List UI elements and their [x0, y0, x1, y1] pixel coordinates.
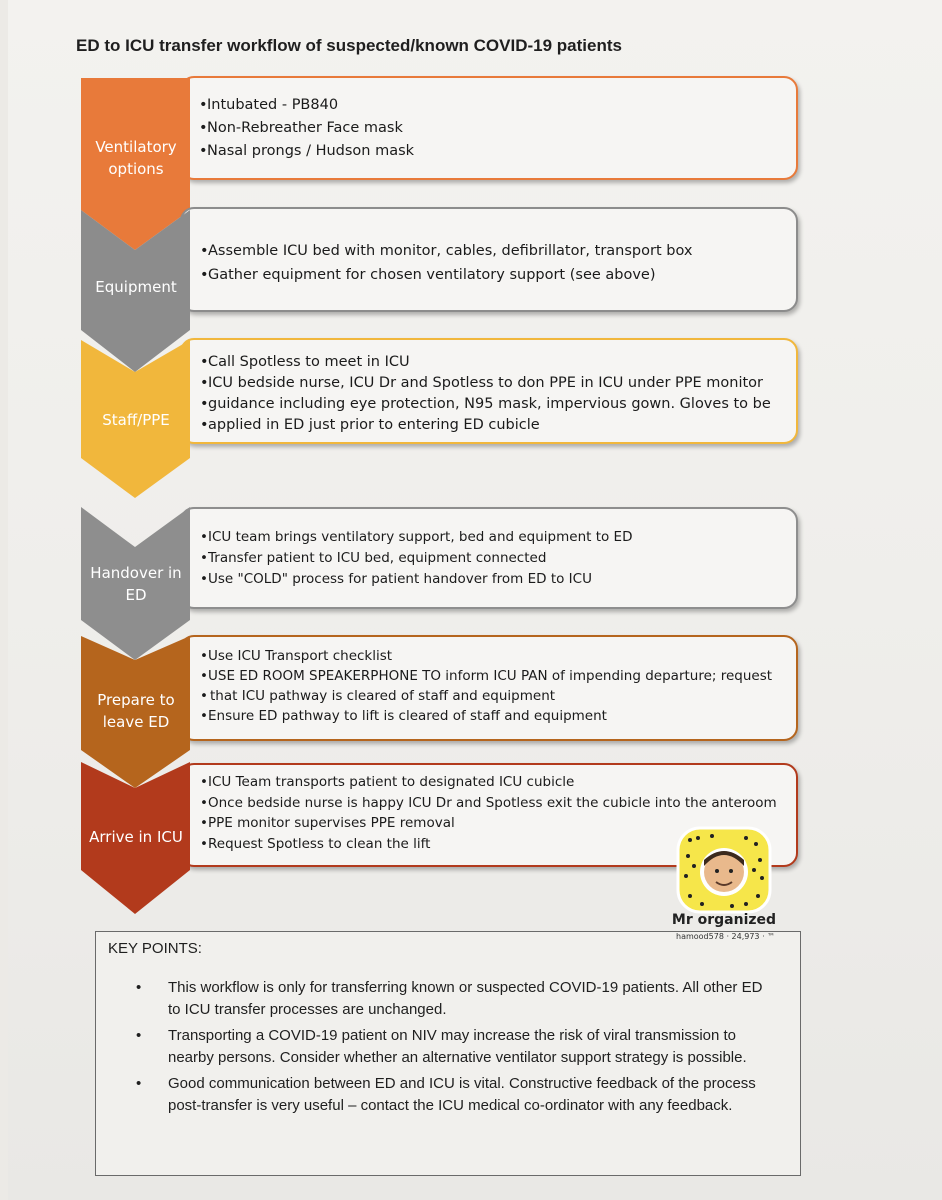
step-2-item: • Gather equipment for chosen ventilatory support (see above): [200, 263, 692, 287]
step-6-label-line: Arrive in ICU: [89, 828, 183, 846]
key-point-item: [136, 1073, 776, 1117]
step-1-item: • Intubated - PB840: [199, 94, 414, 117]
watermark-handle: hamood578 · 24,973 · ™: [676, 932, 776, 941]
bullet-icon: •: [136, 1027, 142, 1044]
step-5-label-line: leave ED: [102, 713, 170, 731]
step-3-item: • guidance including eye protection, N95 mask, impervious gown. Gloves to be: [200, 394, 771, 415]
bullet-icon: •: [136, 979, 142, 996]
bullet-icon: •: [136, 1075, 142, 1092]
watermark-name: Mr organized: [671, 912, 777, 928]
step-6-item: • ICU Team transports patient to designated ICU cubicle: [200, 772, 777, 793]
key-point-text: Transporting a COVID-19 patient on NIV may increase the risk of viral transmission to nearby persons. Consider whether an alternative ventilator support strategy is possible.: [168, 1027, 747, 1066]
step-5-label-line: Prepare to: [97, 691, 175, 709]
step-1-item: • Nasal prongs / Hudson mask: [199, 140, 414, 163]
step-3-item: • Call Spotless to meet in ICU: [200, 352, 771, 373]
snapcode-icon: [668, 826, 780, 916]
step-4-label-line: ED: [125, 586, 147, 604]
step-1-item: • Non-Rebreather Face mask: [199, 117, 414, 140]
step-6-item: • Once bedside nurse is happy ICU Dr and Spotless exit the cubicle into the anteroom: [200, 793, 777, 814]
step-4-label-line: Handover in: [90, 564, 182, 582]
step-1-label-line: options: [108, 160, 164, 178]
step-1-label-line: Ventilatory: [95, 138, 177, 156]
key-point-text: Good communication between ED and ICU is vital. Constructive feedback of the process post-transfer is very useful – contact the ICU medical co-ordinator with any feedback.: [168, 1075, 756, 1114]
step-6-item: • Request Spotless to clean the lift: [200, 834, 777, 855]
step-6-label: [81, 826, 191, 848]
step-3-item: • applied in ED just prior to entering ED cubicle: [200, 415, 771, 436]
key-point-item: [136, 977, 776, 1021]
step-5-item: • that ICU pathway is cleared of staff and equipment: [200, 686, 772, 706]
step-3-item: • ICU bedside nurse, ICU Dr and Spotless to don PPE in ICU under PPE monitor: [200, 373, 771, 394]
key-point-item: [136, 1025, 776, 1069]
key-points-list: [136, 977, 776, 1121]
step-5-item: • Use ICU Transport checklist: [200, 646, 772, 666]
step-2-item: • Assemble ICU bed with monitor, cables, defibrillator, transport box: [200, 239, 692, 263]
step-4-item: • Use "COLD" process for patient handover from ED to ICU: [200, 569, 632, 590]
key-points-box: [95, 931, 801, 1176]
snapcode-sticker: [668, 826, 780, 946]
step-5-item: • USE ED ROOM SPEAKERPHONE TO inform ICU PAN of impending departure; request: [200, 666, 772, 686]
step-2-label-line: Equipment: [95, 278, 177, 296]
page-title: ED to ICU transfer workflow of suspected/known COVID-19 patients: [76, 36, 622, 55]
key-point-text: This workflow is only for transferring known or suspected COVID-19 patients. All other ED to ICU transfer processes are unchanged.: [168, 979, 763, 1018]
step-4-item: • ICU team brings ventilatory support, bed and equipment to ED: [200, 527, 632, 548]
step-3-label-line: Staff/PPE: [102, 411, 170, 429]
step-4-item: • Transfer patient to ICU bed, equipment connected: [200, 548, 632, 569]
key-points-title: KEY POINTS:: [108, 940, 202, 957]
step-6-item: • PPE monitor supervises PPE removal: [200, 813, 777, 834]
step-5-item: • Ensure ED pathway to lift is cleared of staff and equipment: [200, 706, 772, 726]
